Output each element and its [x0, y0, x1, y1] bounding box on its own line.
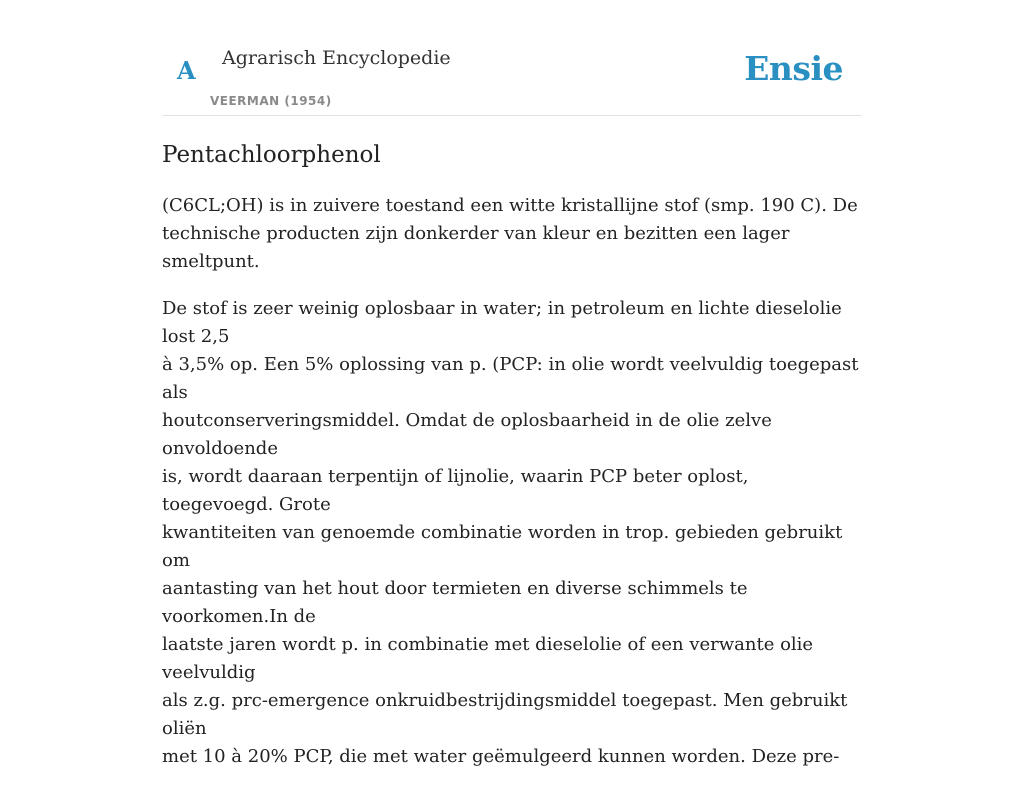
ensie-logo-link[interactable]: Ensie	[744, 49, 843, 88]
entry-body	[162, 192, 862, 790]
source-logo-icon[interactable]: A	[177, 56, 196, 85]
entry-title: Pentachloorphenol	[162, 142, 381, 168]
entry-paragraph-1: (C6CL;OH) is in zuivere toestand een witte kristallijne stof (smp. 190 C). De technische producten zijn donkerder van kleur en bezitten een lager smeltpunt.	[162, 195, 858, 272]
page	[162, 0, 862, 767]
source-header	[162, 0, 862, 116]
source-author-year: VEERMAN (1954)	[210, 94, 332, 108]
source-title-link[interactable]: Agrarisch Encyclopedie	[222, 47, 451, 69]
entry-paragraph-2: De stof is zeer weinig oplosbaar in water; in petroleum en lichte dieselolie lost 2,5 à 3,5% op. Een 5% oplossing van p. (PCP: in olie wordt veelvuldig toegepast als houtconserveringsmiddel. Omdat de oplosbaarheid in de olie zelve onvoldoende is, wordt daaraan terpentijn of lijnolie, waarin PCP beter oplost, toegevoegd. Grote kwantiteiten van genoemde combinatie worden in trop. gebieden gebruikt om aantasting van het hout door termieten en diverse schimmels te voorkomen.In de laatste jaren wordt p. in combinatie met dieselolie of een verwante olie veelvuldig als z.g. prc-emergence onkruidbestrijdingsmiddel toegepast. Men gebruikt oliën met 10 à 20% PCP, die met water geëmulgeerd kunnen worden. Deze pre-	[162, 298, 859, 767]
